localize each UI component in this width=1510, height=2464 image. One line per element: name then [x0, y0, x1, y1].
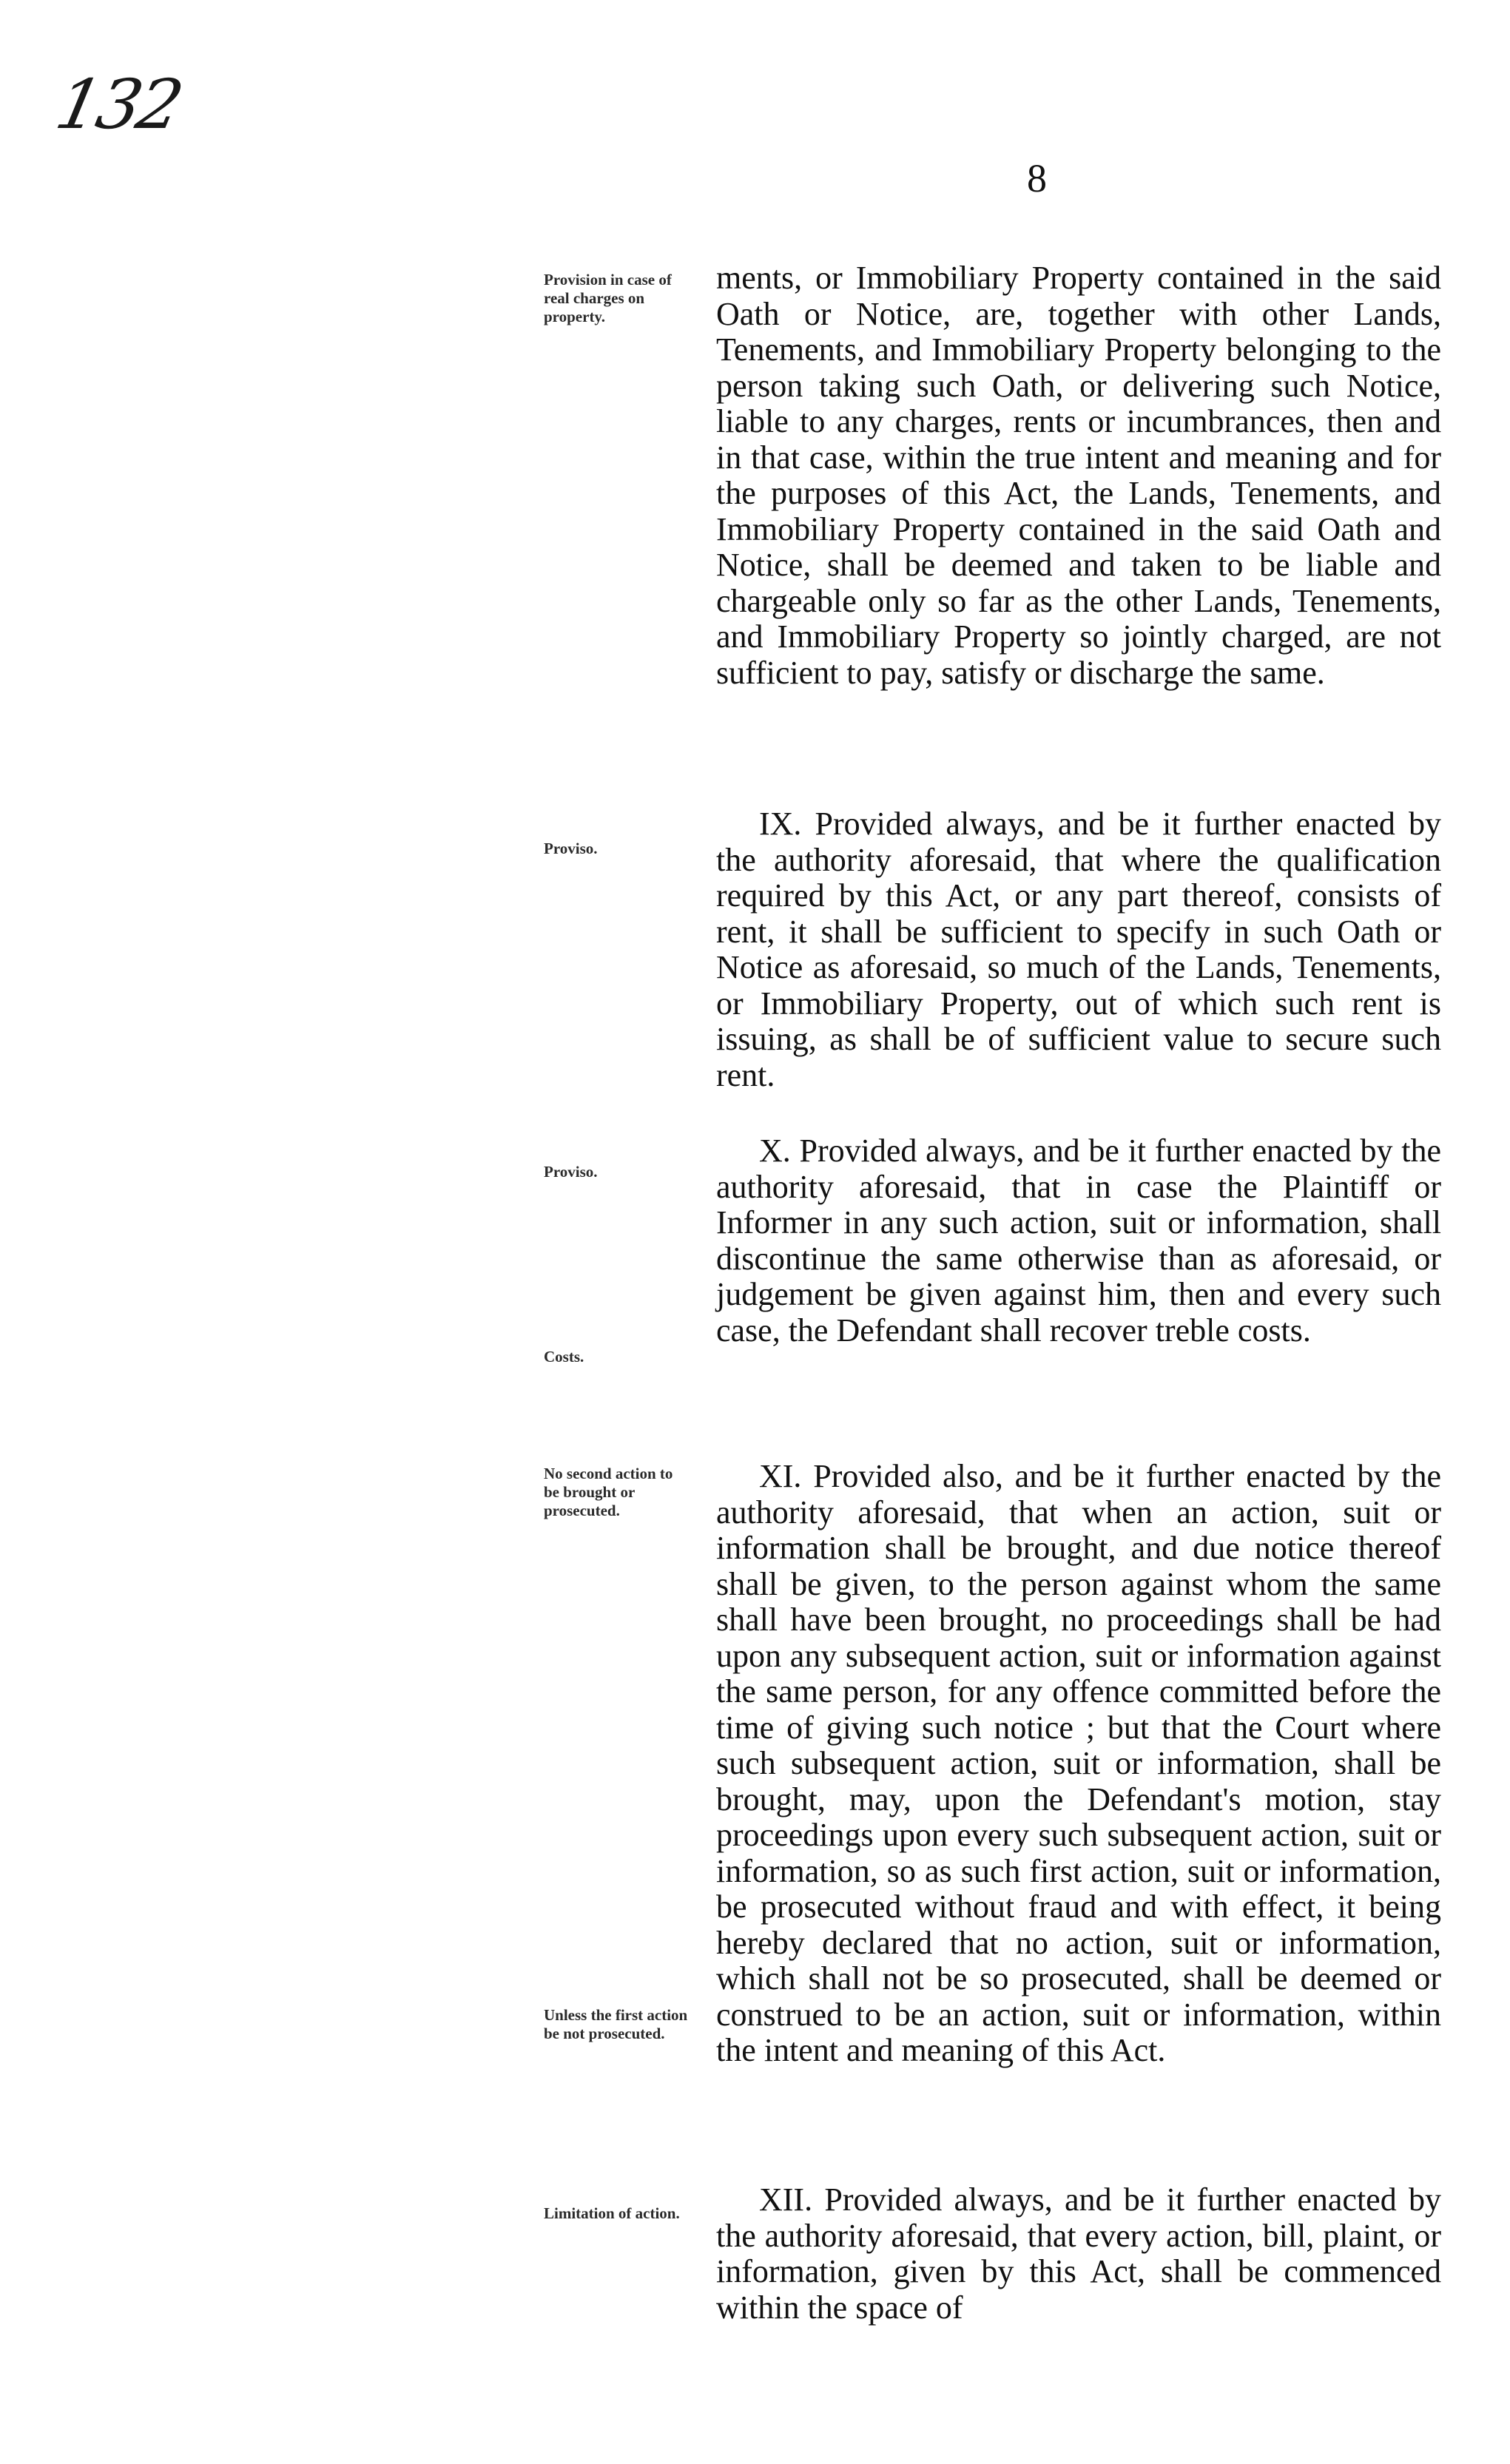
section-ix: IX. Provided always, and be it further enacted by the authority aforesaid, that where the qualification required by this Act, or any part thereof, consists of rent, it shall be sufficient to specify in such Oath or Notice as aforesaid, so much of the Lands, Tenements, or Immobiliary Property, out of which such rent is issuing, as shall be of sufficient value to secure such rent. [716, 806, 1441, 1093]
section-x: X. Provided always, and be it further enacted by the authority aforesaid, that in case the Plaintiff or Informer in any such action, suit or information, shall discontinue the same otherwise than as aforesaid, or judgement be given against him, then and every such case, the Defendant shall recover treble costs. [716, 1133, 1441, 1349]
margin-note-unless-first-action: Unless the first action be not prosecuted. [544, 2006, 688, 2042]
section-xi: XI. Provided also, and be it further enacted by the authority aforesaid, that when an action, suit or information shall be brought, and due notice thereof shall be given, to the person against whom the same shall have been brought, no proceedings shall be had upon any subsequent action, suit or information against the same person, for any offence committed before the time of giving such notice ; but that the Court where such subsequent action, suit or information, shall be brought, may, upon the Defendant's motion, stay proceedings upon every such subsequent action, suit or information, so as such first action, suit or information, be prosecuted without fraud and with effect, it being hereby declared that no action, suit or information, which shall not be so prosecuted, shall be deemed or construed to be an action, suit or information, within the intent and meaning of this Act. [716, 1458, 1441, 2068]
margin-note-limitation: Limitation of action. [544, 2204, 680, 2222]
margin-note-costs: Costs. [544, 1348, 584, 1366]
margin-note-no-second-action: No second action to be brought or prosecuted. [544, 1465, 673, 1519]
section-xii: XII. Provided always, and be it further enacted by the authority aforesaid, that every action, bill, plaint, or information, given by this Act, shall be commenced within the space of [716, 2181, 1441, 2326]
margin-note-proviso: Proviso. [544, 1163, 598, 1181]
margin-note-provision: Provision in case of real charges on property. [544, 271, 672, 325]
page-number: 8 [1027, 156, 1047, 200]
margin-note-proviso: Proviso. [544, 840, 598, 857]
handwritten-page-number: 132 [49, 65, 187, 144]
section-continuation: ments, or Immobiliary Property contained in the said Oath or Notice, are, together with other Lands, Tenements, and Immobiliary Property belonging to the person taking such Oath, or delivering such Notice, liable to any charges, rents or incumbrances, then and in that case, within the true intent and meaning and for the purposes of this Act, the Lands, Tenements, and Immobiliary Property contained in the said Oath and Notice, shall be deemed and taken to be liable and chargeable only so far as the other Lands, Tenements, and Immobiliary Property so jointly charged, are not sufficient to pay, satisfy or discharge the same. [716, 260, 1441, 691]
